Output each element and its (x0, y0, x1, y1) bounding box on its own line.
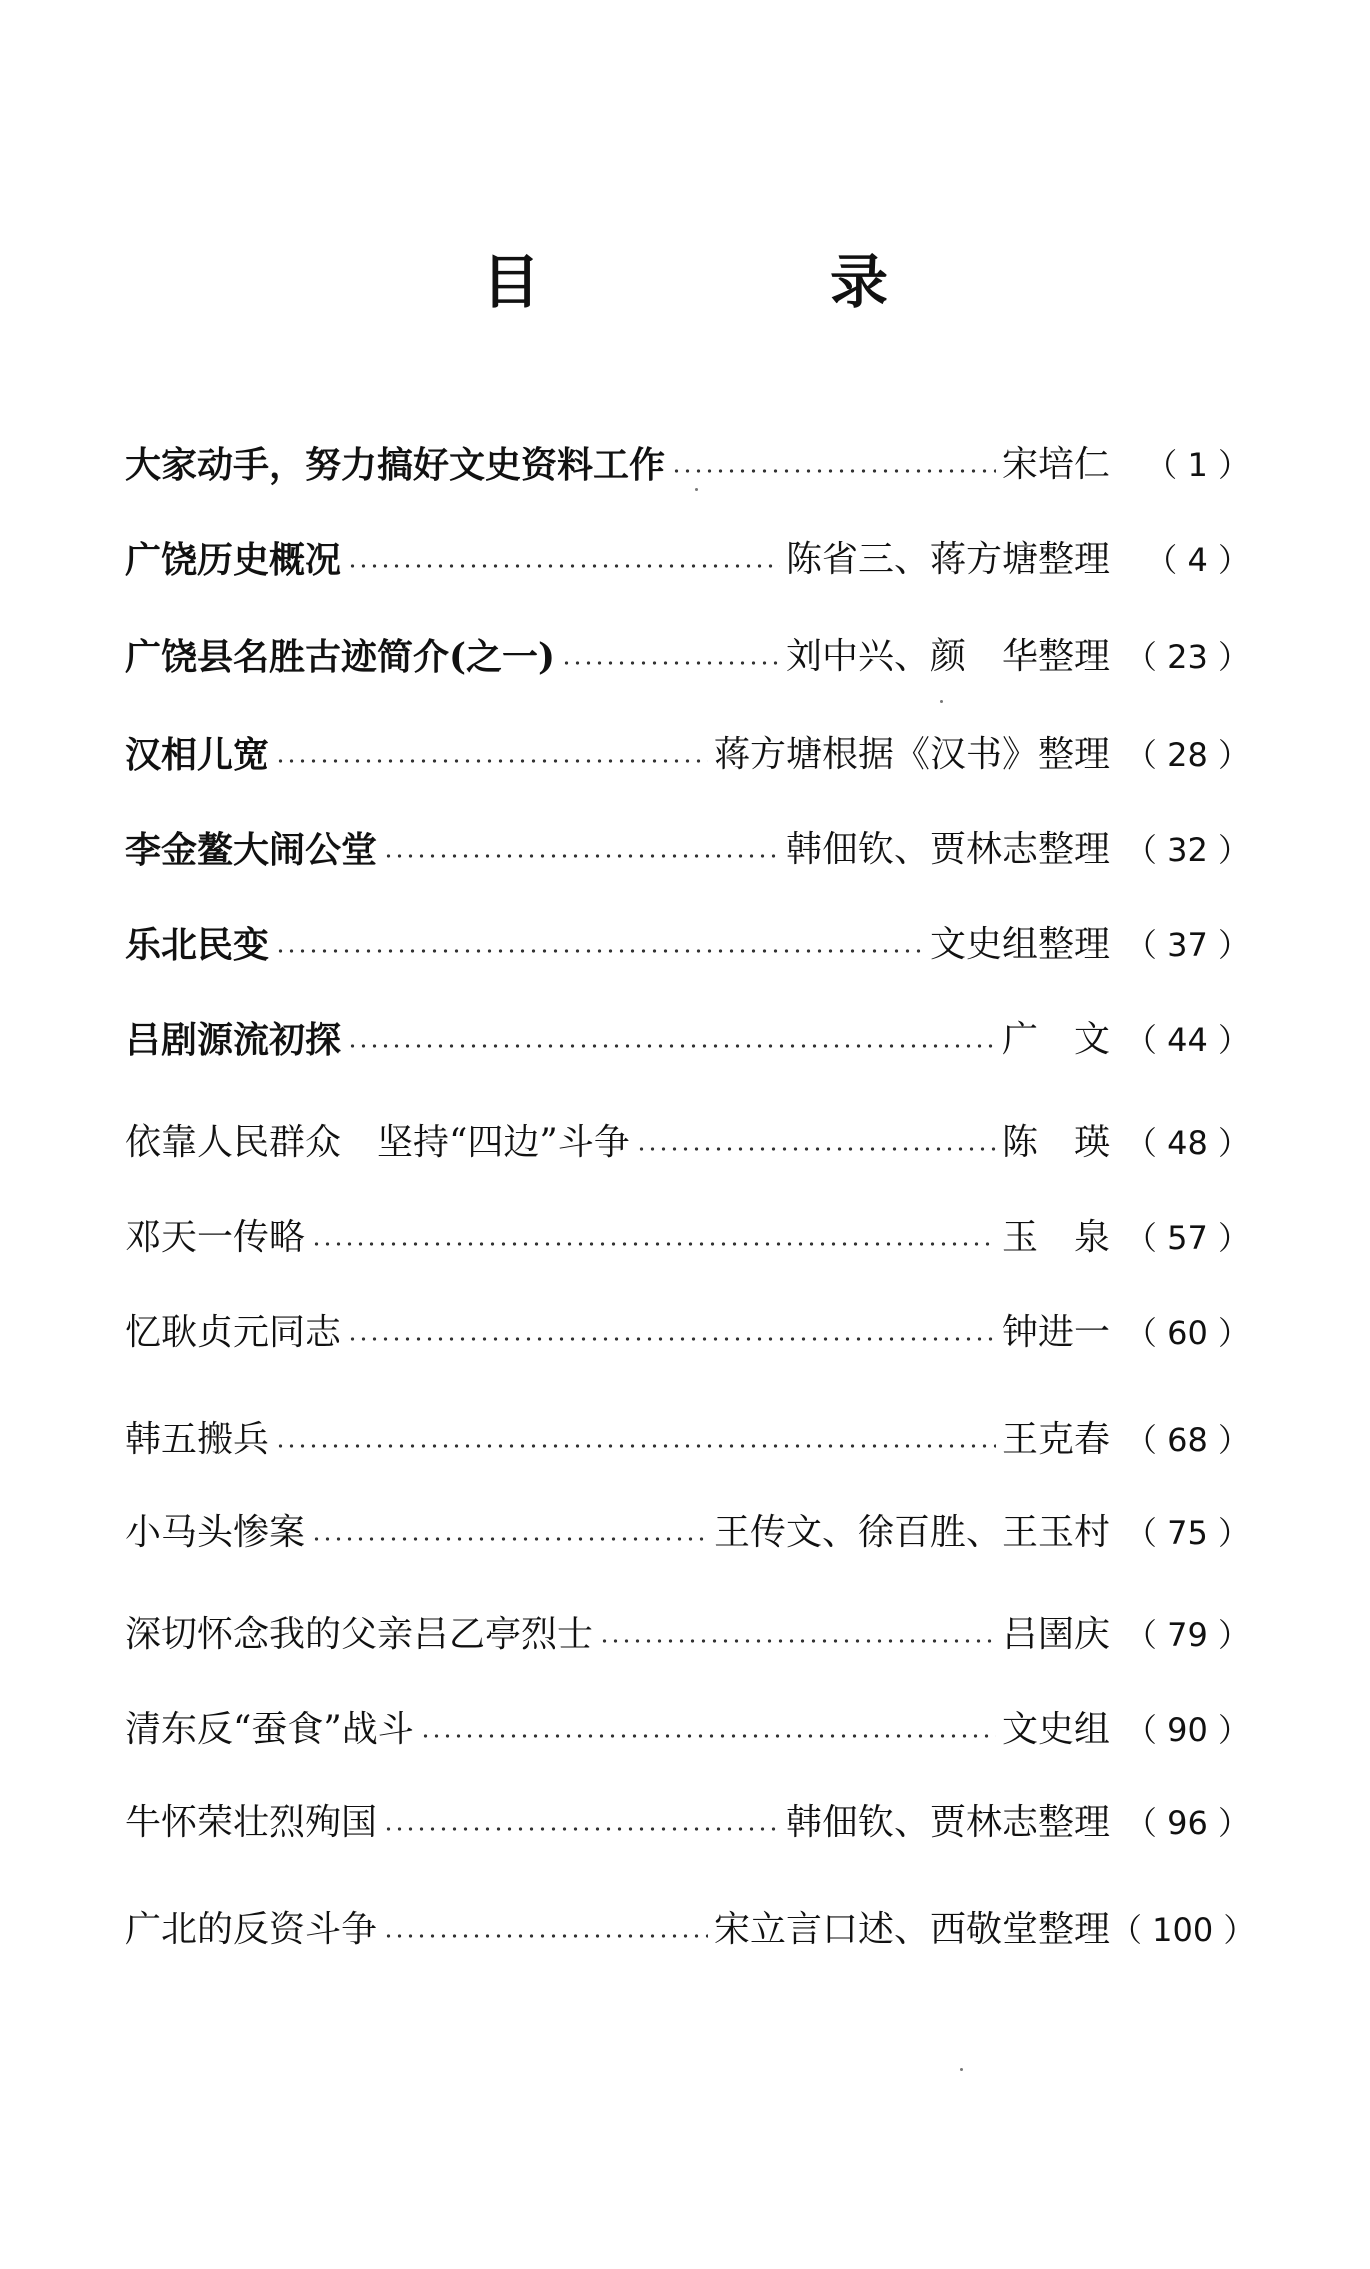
page-title: 目 录 (481, 248, 888, 316)
toc-entry-author: 文史组 (1001, 1709, 1110, 1750)
toc-entry (125, 1303, 1250, 1363)
toc-entry-title: 韩五搬兵 (125, 1419, 270, 1460)
toc-entry (125, 1010, 1250, 1070)
toc-leader-dots (561, 661, 780, 665)
toc-entry-author: 钟进一 (1001, 1312, 1110, 1353)
toc-leader-dots (275, 949, 924, 953)
toc-entry-title: 忆耿贞元同志 (125, 1312, 342, 1353)
toc-entry-title: 依靠人民群众 坚持“四边”斗争 (125, 1122, 630, 1163)
toc-entry-page-number: （ 90 ） (1124, 1711, 1250, 1749)
toc-leader-dots (347, 564, 780, 568)
toc-entry-author: 宋培仁 (1001, 444, 1110, 485)
toc-entry (125, 915, 1250, 975)
toc-leader-dots (599, 1639, 996, 1643)
toc-entry-author: 王克春 (1001, 1419, 1110, 1460)
toc-entry-page-number: （ 37 ） (1124, 926, 1250, 964)
toc-entry-author: 蒋方塘根据《汉书》整理 (713, 734, 1110, 775)
toc-leader-dots (275, 1444, 996, 1448)
toc-entry-page-number: （ 44 ） (1124, 1021, 1250, 1059)
toc-entry-title: 大家动手，努力搞好文史资料工作 (125, 444, 666, 486)
toc-entry-author: 王传文、徐百胜、王玉村 (713, 1512, 1110, 1553)
toc-entry-title: 汉相儿宽 (125, 734, 270, 776)
toc-leader-dots (275, 759, 708, 763)
toc-entry (125, 1208, 1250, 1268)
toc-entry (125, 435, 1250, 495)
toc-entry-page-number: （ 32 ） (1124, 831, 1250, 869)
toc-entry (125, 1503, 1250, 1563)
print-speck (940, 700, 943, 703)
toc-leader-dots (311, 1242, 996, 1246)
toc-entry (125, 1900, 1256, 1960)
toc-leader-dots (636, 1147, 996, 1151)
toc-entry-author: 广 文 (1001, 1019, 1110, 1060)
toc-entry-author: 陈 瑛 (1001, 1122, 1110, 1163)
toc-entry (125, 725, 1250, 785)
toc-entry (125, 1410, 1250, 1470)
print-speck (695, 488, 698, 491)
toc-entry-page-number: （ 60 ） (1124, 1314, 1250, 1352)
toc-entry-author: 韩佃钦、贾林志整理 (785, 1802, 1110, 1843)
toc-entry-author: 文史组整理 (929, 924, 1110, 965)
toc-entry-page-number: （ 68 ） (1124, 1421, 1250, 1459)
toc-entry-title: 广饶县名胜古迹简介(之一) (125, 636, 556, 678)
toc-entry-title: 小马头惨案 (125, 1512, 306, 1553)
print-speck (960, 2068, 963, 2071)
toc-entry-author: 吕圉庆 (1001, 1614, 1110, 1655)
toc-leader-dots (383, 1934, 708, 1938)
toc-entry (125, 627, 1250, 687)
toc-entry-title: 广饶历史概况 (125, 539, 342, 581)
toc-entry-author: 宋立言口述、西敬堂整理 (713, 1909, 1110, 1950)
toc-entry-page-number: （ 1 ） (1145, 446, 1250, 484)
toc-entry-page-number: （ 100 ） (1110, 1911, 1256, 1949)
toc-leader-dots (347, 1044, 996, 1048)
toc-leader-dots (311, 1537, 708, 1541)
toc-entry-title: 李金鳌大闹公堂 (125, 829, 378, 871)
toc-entry-page-number: （ 23 ） (1124, 638, 1250, 676)
toc-entry-author: 玉 泉 (1001, 1217, 1110, 1258)
toc-entry-page-number: （ 96 ） (1124, 1804, 1250, 1842)
toc-leader-dots (383, 1827, 780, 1831)
toc-entry-title: 吕剧源流初探 (125, 1019, 342, 1061)
toc-entry-page-number: （ 57 ） (1124, 1219, 1250, 1257)
toc-leader-dots (420, 1734, 996, 1738)
toc-entry-title: 乐北民变 (125, 924, 270, 966)
toc-entry (125, 1793, 1250, 1853)
toc-entry (125, 1113, 1250, 1173)
toc-leader-dots (671, 469, 996, 473)
toc-entry-title: 深切怀念我的父亲吕乙亭烈士 (125, 1614, 594, 1655)
toc-entry-page-number: （ 48 ） (1124, 1124, 1250, 1162)
toc-entry (125, 820, 1250, 880)
toc-leader-dots (347, 1337, 996, 1341)
toc-entry-title: 清东反“蚕食”战斗 (125, 1709, 414, 1750)
toc-entry-title: 邓天一传略 (125, 1217, 306, 1258)
toc-leader-dots (383, 854, 780, 858)
toc-entry-page-number: （ 79 ） (1124, 1616, 1250, 1654)
toc-entry-title: 广北的反资斗争 (125, 1909, 378, 1950)
toc-entry-page-number: （ 75 ） (1124, 1514, 1250, 1552)
toc-entry-author: 韩佃钦、贾林志整理 (785, 829, 1110, 870)
toc-entry-author: 刘中兴、颜 华整理 (785, 636, 1110, 677)
toc-entry-title: 牛怀荣壮烈殉国 (125, 1802, 378, 1843)
toc-entry (125, 530, 1250, 590)
toc-entry-page-number: （ 4 ） (1145, 541, 1250, 579)
toc-entry-page-number: （ 28 ） (1124, 736, 1250, 774)
toc-entry (125, 1605, 1250, 1665)
toc-entry (125, 1700, 1250, 1760)
toc-entry-author: 陈省三、蒋方塘整理 (785, 539, 1110, 580)
